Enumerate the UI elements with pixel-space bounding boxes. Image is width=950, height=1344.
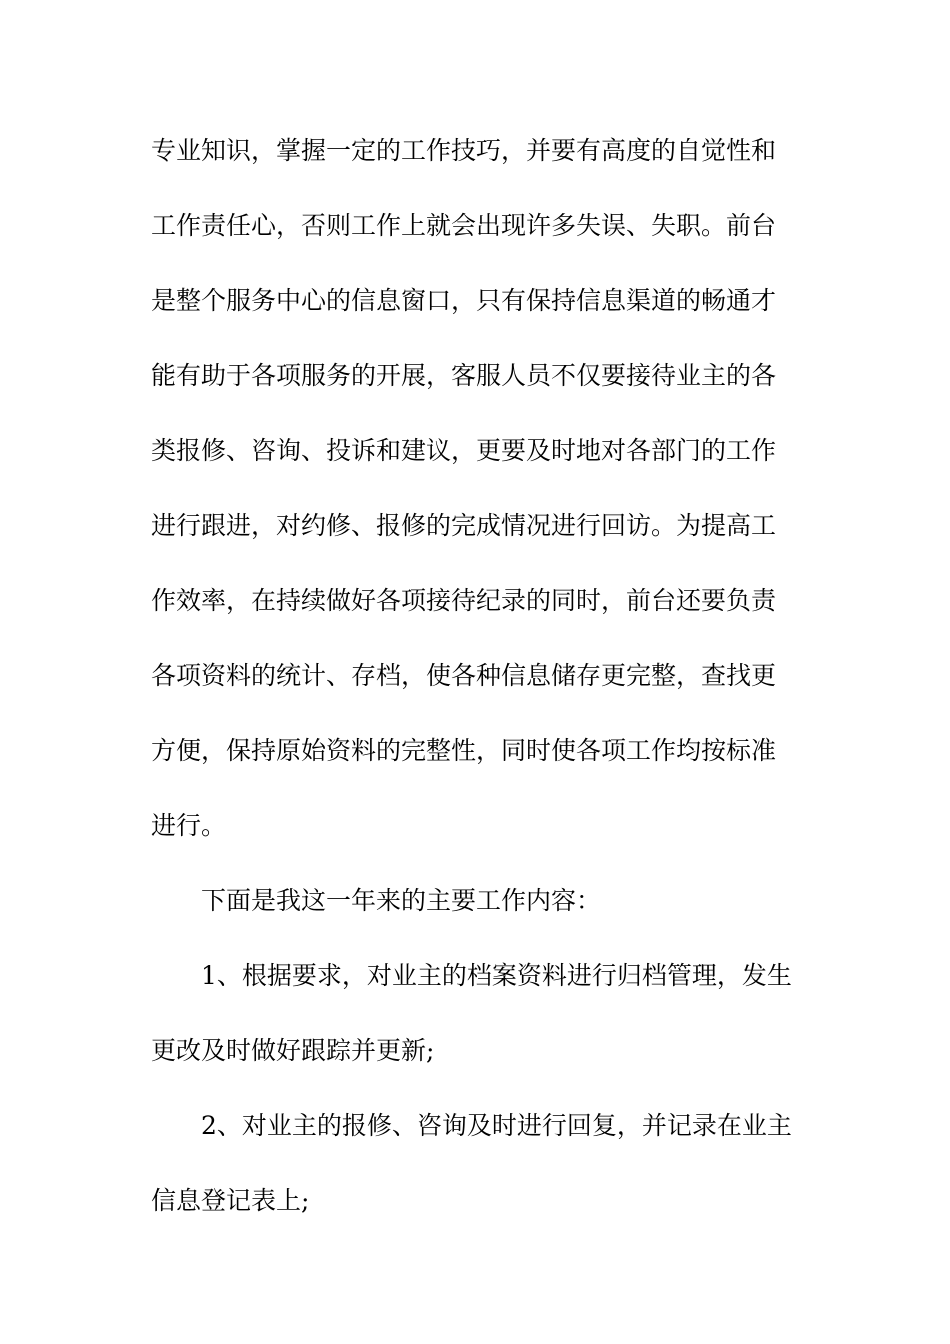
text-line: 工作责任心，否则工作上就会出现许多失误、失职。前台 xyxy=(151,211,777,240)
text-line: 进行跟进，对约修、报修的完成情况进行回访。为提高工 xyxy=(151,511,777,540)
text-line: 是整个服务中心的信息窗口，只有保持信息渠道的畅通才 xyxy=(151,286,777,315)
text-line: 1、根据要求，对业主的档案资料进行归档管理，发生 xyxy=(201,961,792,990)
text-line: 进行。 xyxy=(151,811,227,840)
paragraph-item-1 xyxy=(151,953,811,1103)
document-body xyxy=(151,128,811,1253)
paragraph-job-description xyxy=(151,128,811,878)
text-line: 2、对业主的报修、咨询及时进行回复，并记录在业主 xyxy=(201,1111,792,1140)
text-line: 各项资料的统计、存档，使各种信息储存更完整，查找更 xyxy=(151,661,777,690)
text-line: 信息登记表上; xyxy=(151,1186,310,1215)
paragraph-work-intro xyxy=(151,878,811,953)
text-line: 能有助于各项服务的开展，客服人员不仅要接待业主的各 xyxy=(151,361,777,390)
text-line: 作效率，在持续做好各项接待纪录的同时，前台还要负责 xyxy=(151,586,777,615)
text-line: 类报修、咨询、投诉和建议，更要及时地对各部门的工作 xyxy=(151,436,777,465)
text-line: 更改及时做好跟踪并更新; xyxy=(151,1036,435,1065)
paragraph-item-2 xyxy=(151,1103,811,1253)
text-line: 下面是我这一年来的主要工作内容： xyxy=(201,886,602,915)
text-line: 专业知识，掌握一定的工作技巧，并要有高度的自觉性和 xyxy=(151,136,777,165)
text-line: 方便，保持原始资料的完整性，同时使各项工作均按标准 xyxy=(151,736,777,765)
